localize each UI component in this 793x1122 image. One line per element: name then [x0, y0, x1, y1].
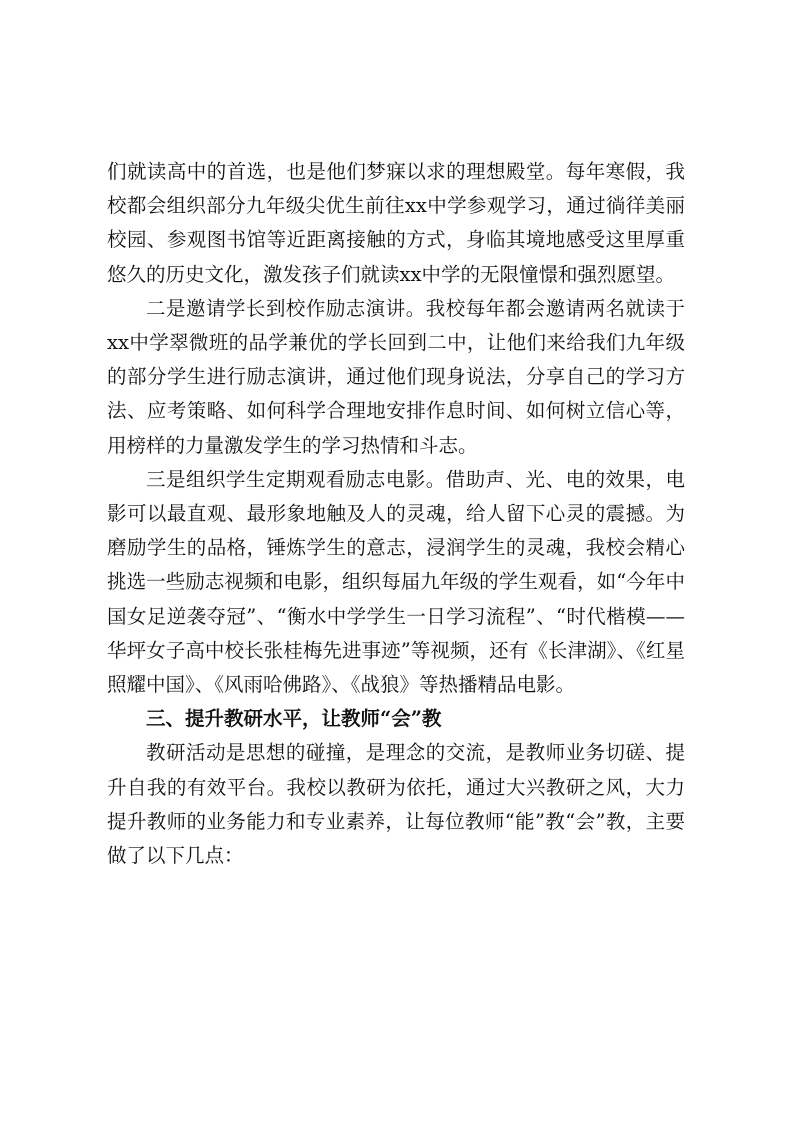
paragraph-inspirational-films: 三是组织学生定期观看励志电影。借助声、光、电的效果，电影可以最直观、最形象地触及人的灵魂，给人留下心灵的震撼。为磨励学生的品格，锤炼学生的意志，浸润学生的灵魂，我校会精心挑选一些励志视频和电影，组织每届九年级的学生观看，如“今年中国女足逆袭夺冠”、“衡水中学学生一日学习流程”、“时代楷模——华坪女子高中校长张桂梅先进事迹”等视频，还有《长津湖》、《红星照耀中国》、《风雨哈佛路》、《战狼》等热播精品电影。: [107, 467, 685, 697]
paragraph-continuation: 们就读高中的首选，也是他们梦寐以求的理想殿堂。每年寒假，我校都会组织部分九年级尖优生前往xx中学参观学习，通过徜徉美丽校园、参观图书馆等近距离接触的方式，身临其境地感受这里厚重悠久的历史文化，激发孩子们就读xx中学的无限憧憬和强烈愿望。: [107, 160, 685, 286]
section-heading-teaching-research: 三、提升教研水平，让教师“会”教: [146, 707, 442, 731]
paragraph-teaching-research: 教研活动是思想的碰撞，是理念的交流，是教师业务切磋、提升自我的有效平台。我校以教研为依托，通过大兴教研之风，大力提升教师的业务能力和专业素养，让每位教师“能”教“会”教，主要做了以下几点：: [107, 741, 685, 868]
paragraph-invite-seniors: 二是邀请学长到校作励志演讲。我校每年都会邀请两名就读于xx中学翠微班的品学兼优的学长回到二中，让他们来给我们九年级的部分学生进行励志演讲，通过他们现身说法，分享自己的学习方法、应考策略、如何科学合理地安排作息时间、如何树立信心等，用榜样的力量激发学生的学习热情和斗志。: [107, 296, 685, 457]
document-body: [107, 155, 685, 873]
